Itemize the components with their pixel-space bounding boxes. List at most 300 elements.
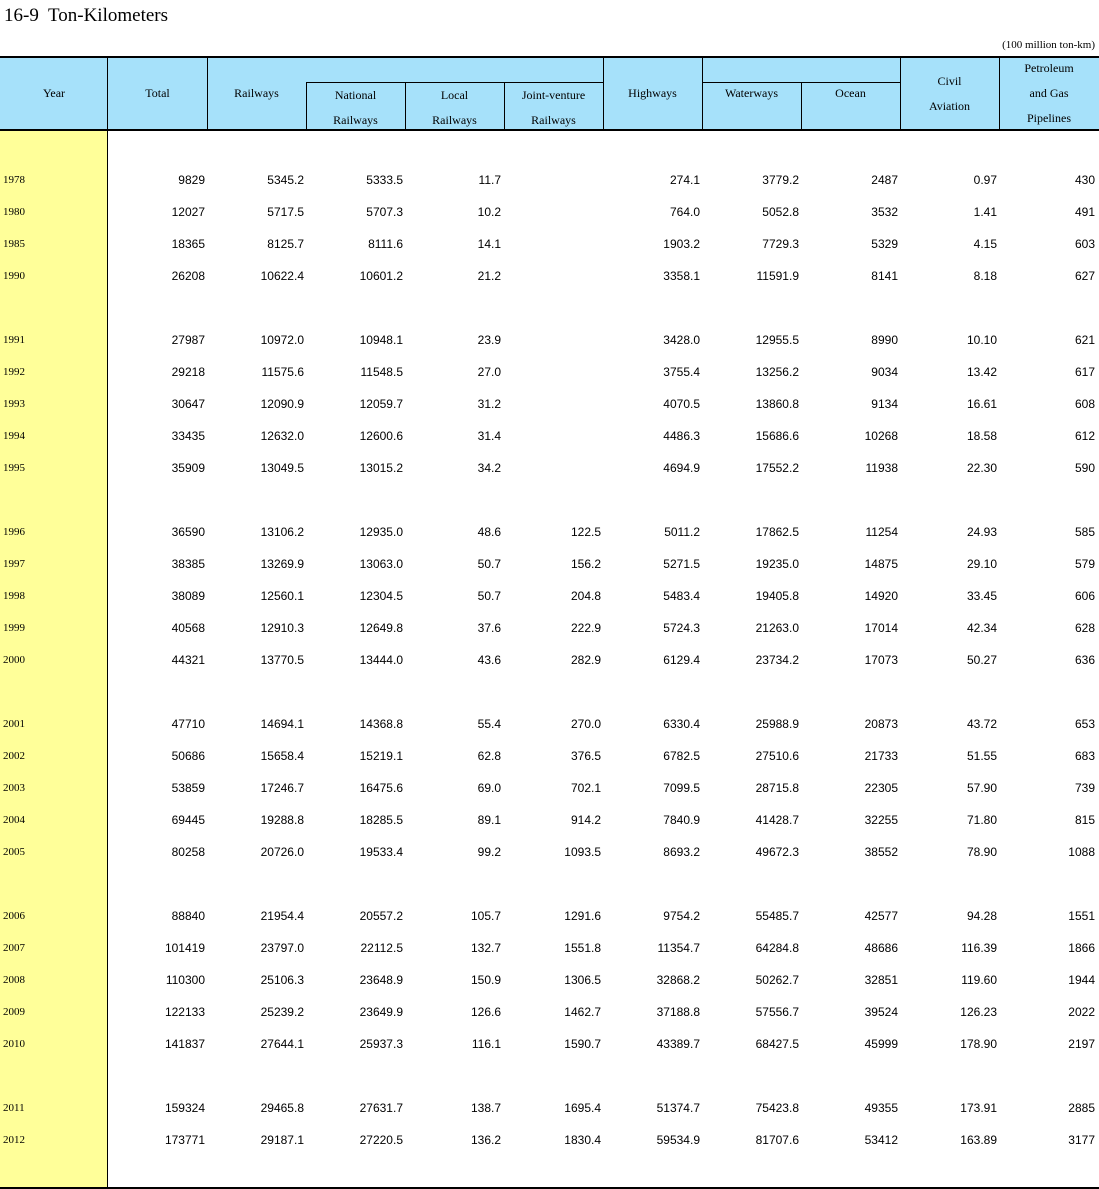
row-year: 2001: [3, 718, 25, 730]
cell-total: 33435: [171, 429, 205, 443]
header-ocean: Ocean: [835, 86, 866, 100]
row-year: 2011: [3, 1102, 25, 1114]
cell-railways: 20726.0: [260, 845, 304, 859]
cell-railways: 13106.2: [260, 525, 304, 539]
cell-national-railways: 19533.4: [359, 845, 403, 859]
cell-waterways: 15686.6: [755, 429, 799, 443]
cell-waterways: 7729.3: [762, 237, 799, 251]
cell-ocean: 14875: [864, 557, 898, 571]
grid-line: [306, 83, 307, 129]
row-year: 1990: [3, 270, 25, 282]
row-year: 1999: [3, 622, 25, 634]
cell-national-railways: 22112.5: [360, 941, 403, 955]
cell-pipelines: 636: [1074, 653, 1095, 667]
cell-local-railways: 34.2: [477, 461, 501, 475]
row-year: 1993: [3, 398, 25, 410]
cell-ocean: 53412: [864, 1133, 898, 1147]
cell-pipelines: 621: [1074, 333, 1095, 347]
row-year: 2000: [3, 654, 25, 666]
cell-railways: 5345.2: [267, 173, 304, 187]
cell-pipelines: 1088: [1068, 845, 1095, 859]
cell-national-railways: 8111.6: [368, 237, 403, 251]
cell-railways: 15658.4: [260, 749, 304, 763]
cell-ocean: 10268: [864, 429, 898, 443]
cell-ocean: 42577: [864, 909, 898, 923]
cell-national-railways: 13015.2: [359, 461, 403, 475]
cell-waterways: 23734.2: [755, 653, 799, 667]
cell-highways: 6330.4: [663, 717, 700, 731]
cell-pipelines: 612: [1074, 429, 1095, 443]
row-year: 2005: [3, 846, 25, 858]
cell-pipelines: 653: [1074, 717, 1095, 731]
page-title: 16-9 Ton-Kilometers: [4, 5, 169, 26]
cell-joint-venture-railways: 204.8: [570, 589, 601, 603]
cell-railways: 25106.3: [260, 973, 304, 987]
cell-national-railways: 23648.9: [359, 973, 403, 987]
cell-total: 26208: [171, 269, 205, 283]
cell-civil-aviation: 4.15: [973, 237, 997, 251]
cell-civil-aviation: 24.93: [966, 525, 997, 539]
cell-pipelines: 683: [1074, 749, 1095, 763]
row-year: 1985: [3, 238, 25, 250]
cell-ocean: 20873: [864, 717, 898, 731]
grid-line: [999, 58, 1000, 129]
cell-local-railways: 43.6: [477, 653, 501, 667]
cell-joint-venture-railways: 1551.8: [564, 941, 601, 955]
cell-national-railways: 5333.5: [366, 173, 403, 187]
cell-highways: 5011.2: [664, 525, 700, 539]
cell-joint-venture-railways: 1830.4: [564, 1133, 601, 1147]
cell-total: 36590: [171, 525, 205, 539]
ton-kilometers-table: [0, 56, 1099, 1189]
cell-railways: 10622.4: [260, 269, 304, 283]
cell-pipelines: 608: [1074, 397, 1095, 411]
cell-total: 47710: [171, 717, 205, 731]
grid-line: [405, 83, 406, 129]
cell-total: 27987: [171, 333, 205, 347]
cell-waterways: 17862.5: [755, 525, 799, 539]
cell-pipelines: 1551: [1068, 909, 1095, 923]
header-year: Year: [42, 86, 66, 100]
cell-local-railways: 150.9: [470, 973, 501, 987]
cell-highways: 59534.9: [656, 1133, 700, 1147]
cell-highways: 7840.9: [663, 813, 700, 827]
grid-line: [900, 58, 901, 129]
cell-joint-venture-railways: 1590.7: [564, 1037, 601, 1051]
cell-railways: 13049.5: [260, 461, 304, 475]
cell-pipelines: 430: [1074, 173, 1095, 187]
cell-civil-aviation: 1.41: [973, 205, 997, 219]
cell-total: 18365: [171, 237, 205, 251]
cell-pipelines: 606: [1074, 589, 1095, 603]
cell-joint-venture-railways: 270.0: [570, 717, 601, 731]
cell-joint-venture-railways: 282.9: [570, 653, 601, 667]
cell-pipelines: 628: [1074, 621, 1095, 635]
cell-national-railways: 5707.3: [366, 205, 403, 219]
cell-pipelines: 3177: [1068, 1133, 1095, 1147]
cell-civil-aviation: 43.72: [966, 717, 997, 731]
cell-waterways: 12955.5: [755, 333, 799, 347]
cell-civil-aviation: 78.90: [966, 845, 997, 859]
cell-ocean: 17073: [864, 653, 898, 667]
cell-ocean: 17014: [864, 621, 898, 635]
cell-waterways: 3779.2: [762, 173, 799, 187]
cell-local-railways: 48.6: [477, 525, 501, 539]
cell-pipelines: 1866: [1068, 941, 1095, 955]
cell-highways: 4070.5: [663, 397, 700, 411]
cell-ocean: 11938: [865, 461, 898, 475]
cell-local-railways: 27.0: [477, 365, 501, 379]
unit-label: (100 million ton-km): [1002, 39, 1095, 51]
row-year: 2006: [3, 910, 25, 922]
grid-line: [603, 58, 604, 129]
cell-ocean: 48686: [864, 941, 898, 955]
cell-total: 69445: [171, 813, 205, 827]
cell-pipelines: 2197: [1068, 1037, 1095, 1051]
cell-national-railways: 13444.0: [359, 653, 403, 667]
cell-joint-venture-railways: 156.2: [570, 557, 601, 571]
cell-local-railways: 37.6: [477, 621, 501, 635]
cell-railways: 12632.0: [260, 429, 304, 443]
cell-ocean: 8141: [871, 269, 898, 283]
header-highways: Highways: [628, 86, 677, 100]
cell-local-railways: 69.0: [477, 781, 501, 795]
cell-pipelines: 603: [1074, 237, 1095, 251]
cell-highways: 8693.2: [663, 845, 700, 859]
cell-civil-aviation: 163.89: [960, 1133, 997, 1147]
header-joint-venture-railways: Joint-venture Railways: [521, 88, 586, 127]
row-year: 2002: [3, 750, 25, 762]
cell-waterways: 13860.8: [755, 397, 799, 411]
cell-railways: 27644.1: [260, 1037, 304, 1051]
cell-local-railways: 11.7: [478, 173, 501, 187]
cell-railways: 13269.9: [260, 557, 304, 571]
cell-local-railways: 116.1: [471, 1037, 501, 1051]
cell-waterways: 27510.6: [755, 749, 799, 763]
cell-local-railways: 126.6: [470, 1005, 501, 1019]
cell-pipelines: 2022: [1068, 1005, 1095, 1019]
row-year: 2012: [3, 1134, 25, 1146]
cell-waterways: 55485.7: [755, 909, 799, 923]
cell-highways: 9754.2: [663, 909, 700, 923]
cell-pipelines: 585: [1074, 525, 1095, 539]
cell-joint-venture-railways: 1695.4: [564, 1101, 601, 1115]
row-year: 1996: [3, 526, 25, 538]
cell-civil-aviation: 178.90: [960, 1037, 997, 1051]
cell-joint-venture-railways: 914.2: [570, 813, 601, 827]
cell-waterways: 21263.0: [755, 621, 799, 635]
cell-ocean: 11254: [865, 525, 898, 539]
cell-highways: 37188.8: [656, 1005, 700, 1019]
cell-civil-aviation: 18.58: [966, 429, 997, 443]
cell-national-railways: 27220.5: [359, 1133, 403, 1147]
cell-total: 101419: [164, 941, 205, 955]
cell-highways: 1903.2: [663, 237, 700, 251]
cell-civil-aviation: 50.27: [966, 653, 997, 667]
cell-ocean: 9134: [871, 397, 898, 411]
row-year: 1980: [3, 206, 25, 218]
cell-highways: 4486.3: [663, 429, 700, 443]
cell-civil-aviation: 94.28: [966, 909, 997, 923]
cell-highways: 5271.5: [663, 557, 700, 571]
cell-local-railways: 50.7: [477, 557, 501, 571]
header-total: Total: [145, 86, 170, 100]
row-year: 1994: [3, 430, 25, 442]
cell-civil-aviation: 116.39: [961, 941, 997, 955]
cell-civil-aviation: 0.97: [973, 173, 997, 187]
cell-waterways: 19405.8: [755, 589, 799, 603]
row-year: 2004: [3, 814, 25, 826]
cell-railways: 12910.3: [260, 621, 304, 635]
cell-highways: 764.0: [669, 205, 700, 219]
cell-highways: 51374.7: [656, 1101, 700, 1115]
cell-local-railways: 31.2: [477, 397, 501, 411]
cell-highways: 3358.1: [663, 269, 700, 283]
grid-line: [702, 58, 703, 129]
row-year: 2008: [3, 974, 25, 986]
grid-line: [801, 83, 802, 129]
cell-local-railways: 50.7: [477, 589, 501, 603]
cell-pipelines: 2885: [1068, 1101, 1095, 1115]
cell-railways: 19288.8: [260, 813, 304, 827]
cell-joint-venture-railways: 222.9: [570, 621, 601, 635]
cell-waterways: 81707.6: [755, 1133, 799, 1147]
cell-national-railways: 14368.8: [359, 717, 403, 731]
cell-ocean: 5329: [871, 237, 898, 251]
cell-railways: 14694.1: [260, 717, 304, 731]
cell-total: 88840: [171, 909, 205, 923]
cell-waterways: 5052.8: [762, 205, 799, 219]
cell-railways: 8125.7: [267, 237, 304, 251]
cell-highways: 3428.0: [663, 333, 700, 347]
cell-national-railways: 10948.1: [359, 333, 403, 347]
header-civil-aviation: Civil Aviation: [928, 73, 971, 113]
cell-total: 141837: [164, 1037, 205, 1051]
cell-local-railways: 21.2: [477, 269, 501, 283]
cell-local-railways: 31.4: [477, 429, 501, 443]
cell-ocean: 2487: [871, 173, 898, 187]
cell-national-railways: 15219.1: [359, 749, 403, 763]
cell-civil-aviation: 173.91: [960, 1101, 997, 1115]
cell-waterways: 68427.5: [755, 1037, 799, 1051]
cell-total: 173771: [164, 1133, 205, 1147]
cell-civil-aviation: 33.45: [966, 589, 997, 603]
table-header: [0, 56, 1099, 131]
cell-civil-aviation: 22.30: [966, 461, 997, 475]
row-year: 1991: [3, 334, 25, 346]
cell-joint-venture-railways: 376.5: [570, 749, 601, 763]
cell-local-railways: 136.2: [470, 1133, 501, 1147]
cell-waterways: 19235.0: [755, 557, 799, 571]
cell-national-railways: 12649.8: [359, 621, 403, 635]
cell-railways: 29465.8: [260, 1101, 304, 1115]
cell-civil-aviation: 29.10: [966, 557, 997, 571]
cell-local-railways: 89.1: [477, 813, 501, 827]
cell-total: 12027: [171, 205, 205, 219]
cell-railways: 12090.9: [260, 397, 304, 411]
cell-total: 110300: [165, 973, 205, 987]
cell-waterways: 75423.8: [755, 1101, 799, 1115]
cell-ocean: 21733: [864, 749, 898, 763]
cell-total: 38385: [171, 557, 205, 571]
cell-ocean: 22305: [864, 781, 898, 795]
cell-railways: 12560.1: [260, 589, 304, 603]
cell-joint-venture-railways: 702.1: [570, 781, 601, 795]
grid-line: [702, 82, 901, 83]
cell-highways: 5724.3: [663, 621, 700, 635]
cell-waterways: 57556.7: [755, 1005, 799, 1019]
cell-waterways: 49672.3: [755, 845, 799, 859]
header-waterways: Waterways: [724, 86, 778, 100]
cell-waterways: 64284.8: [755, 941, 799, 955]
cell-civil-aviation: 126.23: [960, 1005, 997, 1019]
cell-joint-venture-railways: 1306.5: [564, 973, 601, 987]
cell-ocean: 49355: [864, 1101, 898, 1115]
cell-total: 9829: [178, 173, 205, 187]
cell-total: 44321: [171, 653, 205, 667]
row-year: 2010: [3, 1038, 25, 1050]
cell-waterways: 41428.7: [755, 813, 799, 827]
grid-line: [207, 58, 208, 129]
cell-total: 50686: [171, 749, 205, 763]
cell-ocean: 38552: [864, 845, 898, 859]
cell-pipelines: 579: [1074, 557, 1095, 571]
cell-local-railways: 105.7: [470, 909, 501, 923]
cell-local-railways: 55.4: [477, 717, 501, 731]
cell-railways: 25239.2: [260, 1005, 304, 1019]
cell-national-railways: 23649.9: [359, 1005, 403, 1019]
cell-waterways: 28715.8: [755, 781, 799, 795]
cell-national-railways: 13063.0: [359, 557, 403, 571]
cell-highways: 43389.7: [656, 1037, 700, 1051]
cell-waterways: 13256.2: [755, 365, 799, 379]
cell-civil-aviation: 16.61: [966, 397, 997, 411]
cell-joint-venture-railways: 122.5: [570, 525, 601, 539]
cell-local-railways: 62.8: [477, 749, 501, 763]
header-national-railways: National Railways: [333, 88, 378, 127]
cell-total: 30647: [171, 397, 205, 411]
cell-total: 122133: [164, 1005, 205, 1019]
cell-local-railways: 23.9: [477, 333, 501, 347]
cell-national-railways: 18285.5: [359, 813, 403, 827]
cell-national-railways: 25937.3: [359, 1037, 403, 1051]
cell-total: 80258: [171, 845, 205, 859]
cell-national-railways: 11548.5: [360, 365, 403, 379]
cell-civil-aviation: 10.10: [966, 333, 997, 347]
cell-waterways: 25988.9: [755, 717, 799, 731]
cell-civil-aviation: 57.90: [966, 781, 997, 795]
cell-pipelines: 1944: [1068, 973, 1095, 987]
cell-railways: 11575.6: [261, 365, 304, 379]
header-local-railways: Local Railways: [432, 88, 477, 127]
row-year: 2003: [3, 782, 25, 794]
cell-railways: 5717.5: [267, 205, 304, 219]
cell-national-railways: 20557.2: [359, 909, 403, 923]
row-year: 1997: [3, 558, 25, 570]
cell-local-railways: 99.2: [477, 845, 501, 859]
cell-total: 35909: [171, 461, 205, 475]
cell-highways: 274.1: [669, 173, 700, 187]
cell-joint-venture-railways: 1291.6: [564, 909, 601, 923]
row-year: 1992: [3, 366, 25, 378]
cell-railways: 10972.0: [260, 333, 304, 347]
cell-pipelines: 815: [1074, 813, 1095, 827]
cell-civil-aviation: 71.80: [966, 813, 997, 827]
cell-national-railways: 16475.6: [359, 781, 403, 795]
cell-railways: 23797.0: [260, 941, 304, 955]
cell-highways: 5483.4: [663, 589, 700, 603]
cell-total: 38089: [171, 589, 205, 603]
cell-national-railways: 12304.5: [359, 589, 403, 603]
cell-highways: 6782.5: [663, 749, 700, 763]
cell-pipelines: 590: [1074, 461, 1095, 475]
cell-total: 53859: [171, 781, 205, 795]
cell-joint-venture-railways: 1462.7: [564, 1005, 601, 1019]
cell-local-railways: 138.7: [470, 1101, 501, 1115]
grid-line: [107, 58, 108, 129]
cell-pipelines: 491: [1074, 205, 1095, 219]
cell-national-railways: 12600.6: [359, 429, 403, 443]
row-year: 1998: [3, 590, 25, 602]
cell-highways: 7099.5: [663, 781, 700, 795]
cell-national-railways: 12059.7: [359, 397, 403, 411]
cell-highways: 11354.7: [657, 941, 700, 955]
cell-pipelines: 627: [1074, 269, 1095, 283]
cell-local-railways: 132.7: [470, 941, 501, 955]
cell-local-railways: 14.1: [477, 237, 501, 251]
row-year: 1995: [3, 462, 25, 474]
cell-total: 159324: [164, 1101, 205, 1115]
cell-civil-aviation: 119.60: [961, 973, 997, 987]
cell-total: 40568: [171, 621, 205, 635]
cell-ocean: 45999: [864, 1037, 898, 1051]
cell-civil-aviation: 42.34: [966, 621, 997, 635]
header-railways: Railways: [234, 86, 279, 100]
cell-ocean: 3532: [871, 205, 898, 219]
cell-ocean: 14920: [864, 589, 898, 603]
cell-railways: 29187.1: [260, 1133, 304, 1147]
cell-national-railways: 12935.0: [359, 525, 403, 539]
cell-highways: 3755.4: [663, 365, 700, 379]
row-year: 2009: [3, 1006, 25, 1018]
cell-pipelines: 617: [1074, 365, 1095, 379]
cell-civil-aviation: 8.18: [973, 269, 997, 283]
cell-highways: 32868.2: [656, 973, 700, 987]
cell-ocean: 9034: [871, 365, 898, 379]
cell-highways: 4694.9: [663, 461, 700, 475]
cell-civil-aviation: 51.55: [966, 749, 997, 763]
cell-railways: 13770.5: [260, 653, 304, 667]
cell-civil-aviation: 13.42: [966, 365, 997, 379]
cell-highways: 6129.4: [663, 653, 700, 667]
cell-waterways: 50262.7: [755, 973, 799, 987]
cell-ocean: 8990: [871, 333, 898, 347]
cell-railways: 21954.4: [260, 909, 304, 923]
row-year: 2007: [3, 942, 25, 954]
cell-ocean: 39524: [864, 1005, 898, 1019]
grid-line: [306, 82, 604, 83]
cell-waterways: 17552.2: [755, 461, 799, 475]
cell-local-railways: 10.2: [477, 205, 501, 219]
row-year: 1978: [3, 174, 25, 186]
cell-national-railways: 27631.7: [359, 1101, 403, 1115]
cell-national-railways: 10601.2: [359, 269, 403, 283]
cell-pipelines: 739: [1074, 781, 1095, 795]
cell-railways: 17246.7: [260, 781, 304, 795]
cell-waterways: 11591.9: [756, 269, 799, 283]
cell-total: 29218: [171, 365, 205, 379]
cell-ocean: 32255: [864, 813, 898, 827]
